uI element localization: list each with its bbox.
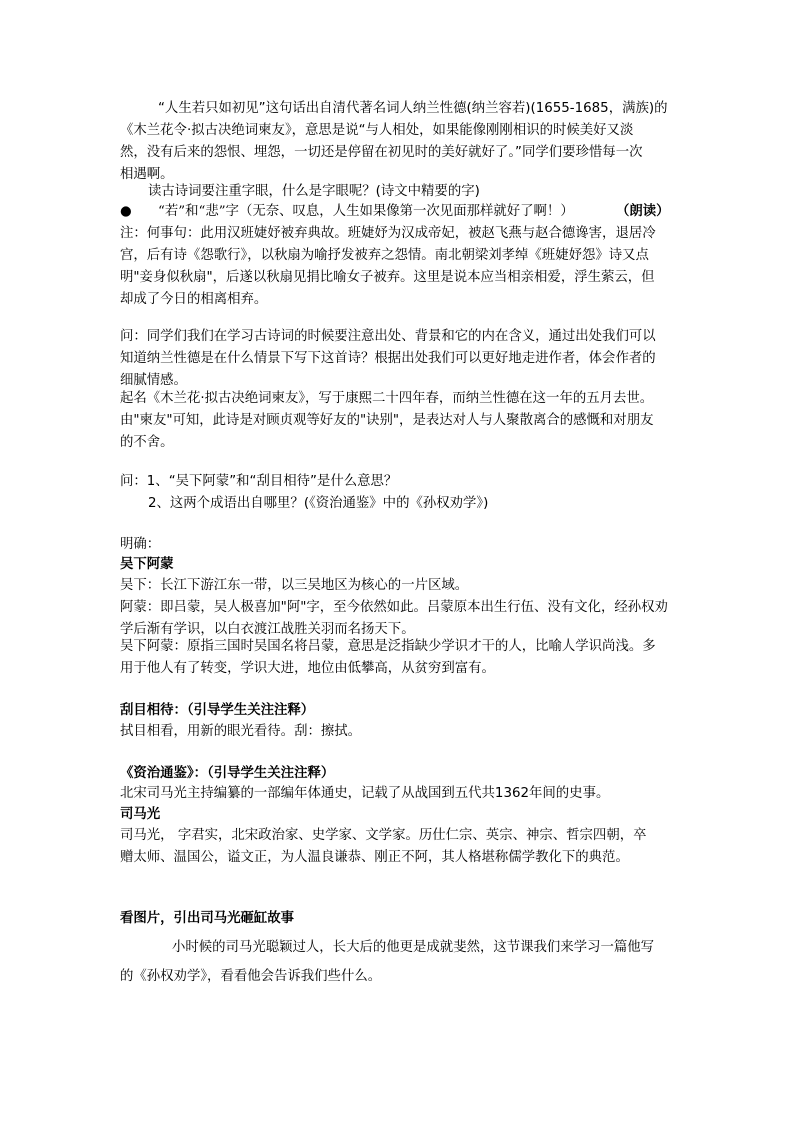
- question2-line-2: 2、这两个成语出自哪里？(《资治通鉴》中的《孙权劝学》): [148, 496, 489, 511]
- zizhi-text: 北宋司马光主持编纂的一部编年体通史，记载了从战国到五代共1362年间的史事。: [120, 786, 610, 801]
- bullet-tag: （朗读）: [616, 204, 670, 219]
- guamu-text: 拭目相看，用新的眼光看待。刮：擦拭。: [120, 724, 362, 739]
- story-line-2: 的《孙权劝学》，看看他会告诉我们些什么。: [120, 969, 382, 984]
- bullet-icon: ●: [120, 204, 132, 219]
- intro-line-3: 然，没有后来的怨恨、埋怨，一切还是停留在初见时的美好就好了。”同学们要珍惜每一次: [120, 145, 643, 160]
- note-line-1: 注：何事句：此用汉班婕妤被弃典故。班婕妤为汉成帝妃，被赵飞燕与赵合德谗害，退居冷: [120, 226, 656, 241]
- question1-line-4: 起名《木兰花·拟古决绝词柬友》，写于康熙二十四年春，而纳兰性德在这一年的五月去世。: [120, 391, 654, 406]
- intro-line-2: 《木兰花令·拟古决绝词柬友》，意思是说“与人相处，如果能像刚刚相识的时候美好又淡: [120, 123, 634, 138]
- question1-line-6: 的不舍。: [120, 435, 174, 450]
- note-line-2: 宫，后有诗《怨歌行》，以秋扇为喻抒发被弃之怨情。南北朝梁刘孝绰《班婕妤怨》诗又点: [120, 248, 649, 263]
- question1-line-3: 细腻情感。: [120, 373, 187, 388]
- story-heading: 看图片，引出司马光砸缸故事: [120, 911, 295, 926]
- zizhi-heading: 《资治通鉴》：（引导学生关注注释）: [120, 766, 335, 781]
- simaguang-heading: 司马光: [120, 807, 161, 822]
- note-line-4: 却成了今日的相离相弃。: [120, 292, 268, 307]
- simaguang-line-1: 司马光， 字君实，北宋政治家、史学家、文学家。历仕仁宗、英宗、神宗、哲宗四朝，卒: [120, 828, 647, 843]
- answer-heading: 吴下阿蒙: [120, 557, 174, 572]
- intro-line-4: 相遇啊。: [120, 167, 174, 182]
- story-line-1: 小时候的司马光聪颖过人，长大后的他更是成就斐然，这节课我们来学习一篇他写: [172, 940, 655, 955]
- question1-line-2: 知道纳兰性德是在什么情景下写下这首诗？根据出处我们可以更好地走进作者，体会作者的: [120, 351, 656, 366]
- answer-ameng-1: 阿蒙：即吕蒙，吴人极喜加"阿"字，至今依然如此。吕蒙原本出生行伍、没有文化，经孙权劝: [120, 600, 668, 615]
- answer-idiom-2: 用于他人有了转变，学识大进，地位由低攀高，从贫穷到富有。: [120, 661, 495, 676]
- answer-ameng-2: 学后渐有学识，以白衣渡江战胜关羽而名扬天下。: [120, 622, 415, 637]
- question1-line-5: 由"柬友"可知，此诗是对顾贞观等好友的"诀别"，是表达对人与人聚散离合的感慨和对朋友: [120, 413, 654, 428]
- answer-label: 明确：: [120, 537, 161, 552]
- answer-idiom-1: 吴下阿蒙：原指三国时吴国名将吕蒙，意思是泛指缺少学识才干的人，比喻人学识尚浅。多: [120, 639, 656, 654]
- simaguang-line-2: 赠太师、温国公，谥文正，为人温良谦恭、刚正不阿，其人格堪称儒学教化下的典范。: [120, 850, 629, 865]
- question1-line-1: 问：同学们我们在学习古诗词的时候要注意出处、背景和它的内在含义，通过出处我们可以: [120, 329, 656, 344]
- answer-wuxia: 吴下：长江下游江东一带，以三吴地区为核心的一片区域。: [120, 578, 469, 593]
- question2-line-1: 问：1、“吴下阿蒙”和“刮目相待”是什么意思？: [120, 474, 398, 489]
- guamu-heading: 刮目相待：（引导学生关注注释）: [120, 703, 315, 718]
- bullet-text: “若”和“悲”字（无奈、叹息，人生如果像第一次见面那样就好了啊！）: [158, 204, 574, 219]
- note-line-3: 明"妾身似秋扇"，后遂以秋扇见捐比喻女子被弃。这里是说本应当相亲相爱，浮生萦云，但: [120, 270, 655, 285]
- reading-question: 读古诗词要注重字眼，什么是字眼呢？(诗文中精要的字): [148, 184, 480, 199]
- intro-line-1: “人生若只如初见”这句话出自清代著名词人纳兰性德(纳兰容若)(1655-1685，满族)的: [158, 101, 668, 116]
